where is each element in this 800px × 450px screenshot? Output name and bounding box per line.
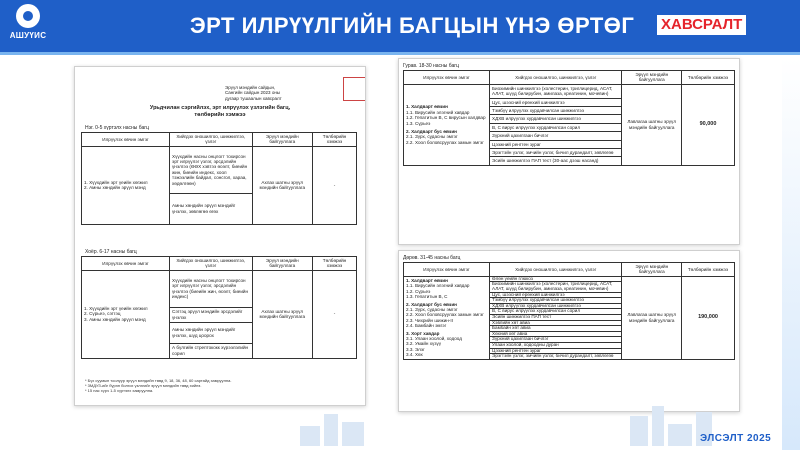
fee-cell: 190,000 [682, 276, 735, 359]
column-header: Хийгдэх оношилгоо, шинжилгээ, үзлэг [170, 256, 253, 270]
header-stripe [0, 52, 800, 55]
disease-item: 2. Амны хөндийн эрүүл мэнд [84, 185, 146, 191]
facility-cell: Лавлагаа шатны эрүүл мэндийн байгууллага [622, 276, 682, 359]
facility-cell: Ахлах шатны эрүүл мэндийн байгууллага [252, 146, 313, 224]
column-header: Хийгдэх оношилгоо, шинжилгээ, үзлэг [170, 133, 253, 147]
test-cell: В, С вирус илрүүлэх хурдавчилсан сорил [490, 123, 622, 131]
table-header-row [82, 256, 357, 270]
fee-cell: 90,000 [682, 84, 735, 165]
disease-item: 3.3. Элэг [406, 346, 425, 352]
footnote: * Бүх суумын тоолуур эрүүл мэндийн төвд 9, 18, 36, 48, 60 сартайд хамруулна. [85, 377, 232, 383]
disease-item: 1.1. Вирусийн элэгний хавдар [406, 109, 470, 115]
disease-cell [82, 270, 170, 358]
side-decoration [782, 58, 800, 450]
test-cell: Цус, шээсний ерөнхий шинжилгээ [490, 98, 622, 106]
footer-brand: ЭЛСЭЛТ 2025 [700, 433, 772, 444]
test-cell: Хүүхдийн насны онцлогт тохирсон эрт илрүүлэг үзлэг, эрсдэлийн үнэлгээ (биеийн жин, өсөлт, биеийн индекс) [170, 270, 253, 307]
disease-item: 1.2. Гепатитын В, С вирусын халдвар [406, 115, 486, 121]
test-cell: Цээжний рентген зураг [490, 140, 622, 148]
test-cell: Бамбайн хөт авиа [490, 326, 622, 332]
approval-line: Сангийн сайдын 2023 оны [225, 90, 281, 96]
disease-item: 2.1. Зүрх, судасны эмгэг [406, 134, 458, 140]
document-title: Урьдчилан сэргийлэх, эрт илрүүлэх үзлэгийн багц, төлбөрийн хэмжээ [149, 105, 291, 118]
test-cell: Сэтгэц эрүүл мэндийн эрсдэлийг үнэлэх [170, 307, 253, 322]
disease-item: 1.3. Сүрьеэ [406, 120, 431, 126]
test-cell: Биохимийн шинжилгээ (холестерин, триглицерид, АСАТ, АЛАТ, шүүд билирубин, амилаза, креатинин, мочевин) [490, 84, 622, 98]
test-cell: Тэмбүү илрүүлэх хурдавчилсан шинжилгээ [490, 107, 622, 115]
column-header: Төлбөрийн хэмжээ [313, 133, 357, 147]
logo-emblem-icon [16, 4, 40, 28]
disease-item: 1. Халдварт өвчин [406, 277, 448, 283]
section-label: Гурав. 18-30 насны багц [403, 63, 459, 69]
test-cell: В, С вирус илрүүлэх хурдавчилсан сорил [490, 309, 622, 315]
test-cell: Эсийн шинжилгээ ПАП тест [490, 314, 622, 320]
column-header: Илрүүлэх өвчин эмгэг [82, 256, 170, 270]
disease-item: 2.1. Зүрх, судасны эмгэг [406, 306, 458, 312]
disease-item: 1. Халдварт өвчин [406, 104, 448, 110]
test-cell: Эрэгтэйн үзлэг, эмчийн үзлэг, бичил дурандалт, зөвлөгөө [490, 149, 622, 157]
disease-cell [404, 276, 490, 359]
table-header-row [82, 133, 357, 147]
disease-item: 2.3. Чихрийн шижин-II [406, 317, 453, 323]
right-top-document [398, 58, 740, 245]
column-header: Илрүүлэх өвчин эмгэг [404, 263, 490, 277]
section-label: Хоёр. 6-17 насны багц [85, 248, 137, 255]
disease-item: 1. Хүүхдийн эрт үеийн хөгжил [84, 306, 148, 312]
test-cell: А бүлгийн стрептококк хүрээлэлийн сорил [170, 343, 253, 358]
facility-cell: Лавлагаа шатны эрүүл мэндийн байгууллага [622, 84, 682, 165]
approval-line: Эрүүл мэндийн сайдын, [225, 85, 276, 90]
test-cell: ХДХВ илрүүлэх хурдавчилсан шинжилгээ [490, 115, 622, 123]
disease-cell [404, 84, 490, 165]
test-cell: Өлөн үеийн глюкоз [490, 276, 622, 282]
test-cell: Хэвлийн хөт авиа [490, 320, 622, 326]
facility-cell: Ахлах шатны эрүүл мэндийн байгууллага [252, 270, 313, 358]
test-cell: Амны хөндийн эрүүл мэндийг үнэлэх, зөвлөгөө өгөх [170, 193, 253, 224]
disease-item: 1.2. Сүрьеэ [406, 288, 431, 294]
table-header-row [404, 263, 735, 277]
table-age-18-30 [403, 70, 735, 166]
stamp-icon [343, 77, 366, 101]
column-header: Илрүүлэх өвчин эмгэг [404, 71, 490, 85]
disease-item: 3.4. Хөх [406, 352, 423, 358]
footnotes [81, 377, 357, 394]
table-age-31-45 [403, 262, 735, 360]
column-header: Эрүүл мэндийн байгууллага [252, 256, 313, 270]
test-cell: Эсийн шинжилгээ ПАП тест (30-аас дээш насанд) [490, 157, 622, 165]
table-header-row [404, 71, 735, 85]
disease-item: 3.2. Умайн хүзүү [406, 341, 442, 347]
right-bottom-document [398, 250, 740, 412]
table-age-6-17 [81, 256, 357, 359]
disease-item: 2.2. Хоол боловсруулах замын эмгэг [406, 139, 484, 145]
table-row [404, 84, 735, 98]
appendix-badge: ХАВСРАЛТ [657, 15, 746, 35]
header-banner [0, 0, 800, 52]
test-cell: Цус, шээсний ерөнхий шинжилгээ [490, 292, 622, 298]
test-cell: Зүрхний цахилгаан бичлэг [490, 337, 622, 343]
left-document [74, 66, 366, 406]
footnote: * 15 нас хүрч 1-5 хүртэлх хамруулна. [85, 387, 154, 393]
column-header: Төлбөрийн хэмжээ [682, 263, 735, 277]
column-header: Төлбөрийн хэмжээ [313, 256, 357, 270]
disease-item: 3. Хорт хавдар [406, 330, 440, 336]
test-cell: Зүрхний цахилгаан бичлэг [490, 132, 622, 140]
city-skyline-icon [300, 396, 720, 446]
test-cell: Улаан хоолой, ходоодны дуран [490, 342, 622, 348]
column-header: Илрүүлэх өвчин эмгэг [82, 133, 170, 147]
column-header: Эрүүл мэндийн байгууллага [622, 263, 682, 277]
footnote: * 3МДУЗ-ийг бүрэн болгох үзлэгийг эрүүл мэндийн төвд хийнэ. [85, 382, 202, 388]
logo-text: АШУҮИС [9, 31, 47, 40]
logo [6, 2, 50, 50]
test-cell: Биохимийн шинжилгээ (холестерин, триглицерид, АСАТ, АЛАТ, шүүд билирубин, амилаза, креатинин, мочевин) [490, 282, 622, 292]
test-cell: Эрэгтэйн үзлэг, эмчийн үзлэг, бичил дурандалт, зөвлөгөө [490, 354, 622, 360]
section-label: Нэг. 0-5 хүртэлх насны багц [85, 125, 149, 131]
disease-item: 2.4. Бамбайн эмгэг [406, 323, 447, 329]
disease-item: 2.2. Хоол боловсруулах замын эмгэг [406, 312, 484, 318]
section-label: Дөрөв. 31-45 насны багц [403, 255, 461, 261]
test-cell: Амны хөндийн эрүүл мэндийг үнэлэх, шүд цоорох [170, 322, 253, 343]
approval-note [225, 85, 335, 101]
test-cell: Хөхний хөт авиа [490, 331, 622, 337]
table-row [82, 146, 357, 193]
page-title: ЭРТ ИЛРҮҮЛГИЙН БАГЦЫН ҮНЭ ӨРТӨГ [190, 13, 635, 38]
disease-item: 2. Сүрьеэ, сэтгэц [84, 311, 121, 317]
fee-cell: - [313, 270, 357, 358]
column-header: Эрүүл мэндийн байгууллага [252, 133, 313, 147]
table-age-0-5 [81, 132, 357, 225]
disease-item: 1.3. Гепатитын В, С [406, 294, 448, 300]
test-cell: Хүүхдийн насны онцлогт тохирсон эрт илрүүлэг үзлэг, эрсдэлийн үнэлгээ (ӨӨХ хэвтээ өсөлт, биеийн жин, биеийн индекс, хоол тэжээлийн байдал, сонсгол, хараа, хөдөлгөөн) [170, 146, 253, 193]
approval-line: дугаар тушаалын хавсралт [225, 95, 282, 101]
disease-item: 2. Халдварт бус өвчин [406, 129, 457, 135]
disease-item: 1.1. Вирусийн элэгний хавдар [406, 283, 470, 289]
disease-item: 3. Амны хөндийн эрүүл мэнд [84, 316, 146, 322]
column-header: Хийгдэх оношилгоо, шинжилгээ, үзлэг [490, 263, 622, 277]
fee-cell: - [313, 146, 357, 224]
test-cell: Тэмбүү илрүүлэх хурдавчилсан шинжилгээ [490, 298, 622, 304]
table-row [82, 270, 357, 307]
disease-item: 1. Хүүхдийн эрт үеийн хөгжил [84, 179, 148, 185]
column-header: Эрүүл мэндийн байгууллага [622, 71, 682, 85]
disease-item: 2. Халдварт бус өвчин [406, 301, 457, 307]
test-cell: ХДХВ илрүүлэх хурдавчилсан шинжилгээ [490, 303, 622, 309]
test-cell: Цээжний рентген зураг [490, 348, 622, 354]
disease-item: 3.1. Улаан хоолой, ходоод [406, 335, 462, 341]
column-header: Хийгдэх оношилгоо, шинжилгээ, үзлэг [490, 71, 622, 85]
disease-cell [82, 146, 170, 224]
column-header: Төлбөрийн хэмжээ [682, 71, 735, 85]
